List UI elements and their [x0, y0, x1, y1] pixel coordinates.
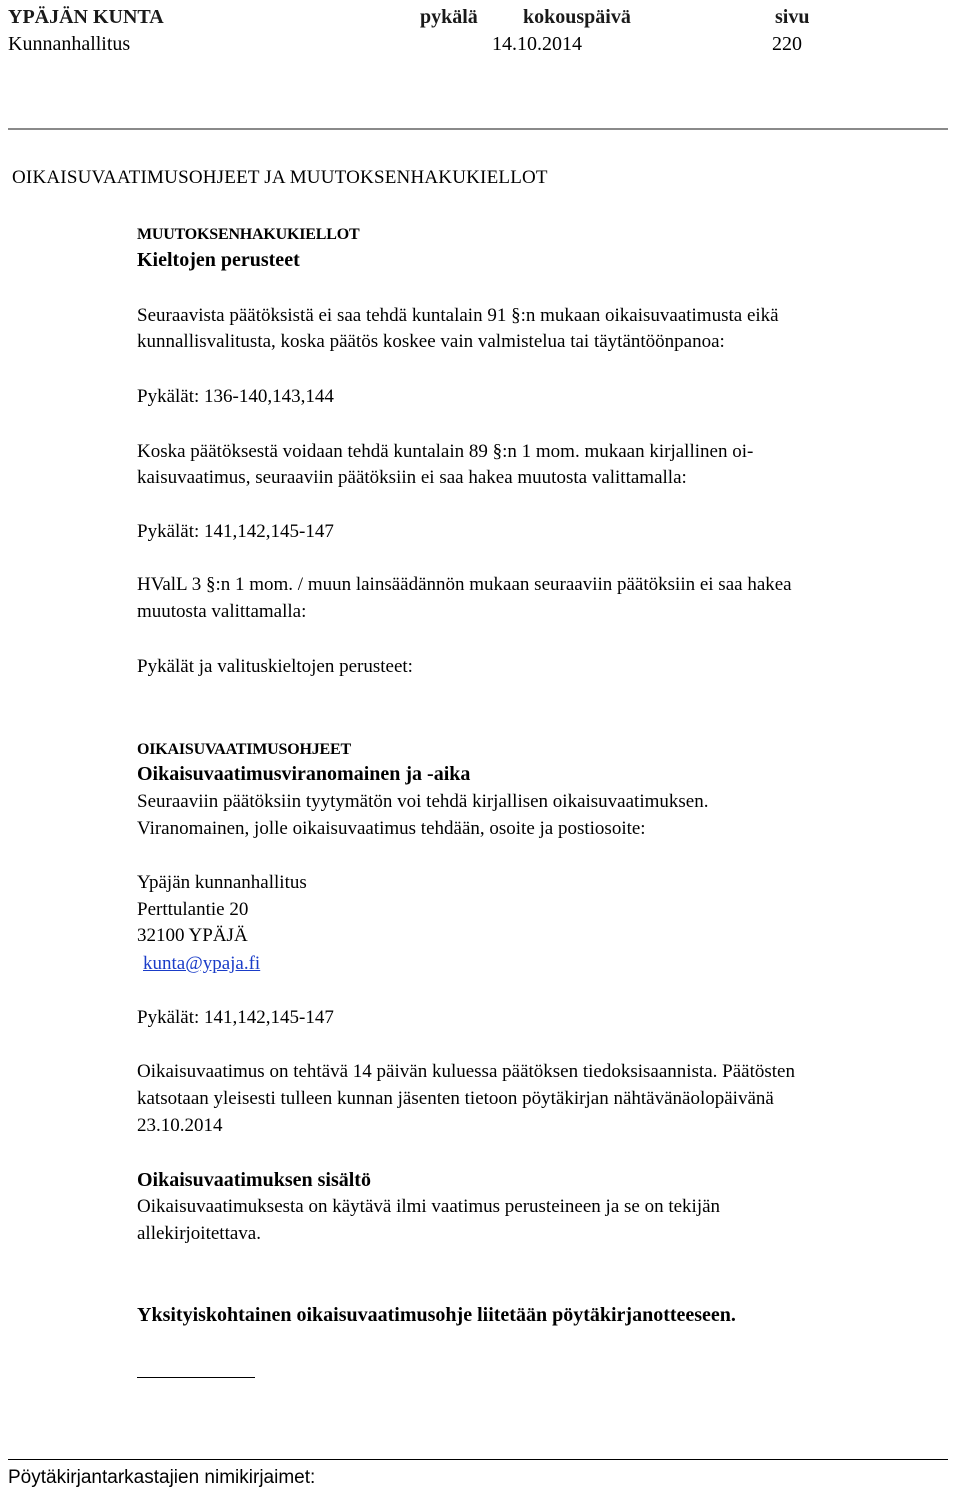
body-name: Kunnanhallitus: [8, 33, 131, 55]
address-name: Ypäjän kunnanhallitus: [137, 872, 307, 893]
publication-date: 23.10.2014: [137, 1115, 223, 1136]
document-title: OIKAISUVAATIMUSOHJEET JA MUUTOKSENHAKUKIELLOT: [12, 167, 548, 188]
deadline-line2: katsotaan yleisesti tulleen kunnan jäsenten tietoon pöytäkirjan nähtävänäolopäivänä: [137, 1088, 774, 1109]
deadline-line1: Oikaisuvaatimus on tehtävä 14 päivän kuluessa päätöksen tiedoksisaannista. Päätösten: [137, 1061, 795, 1082]
instructions-subheading: Oikaisuvaatimusviranomainen ja -aika: [137, 763, 471, 785]
header-divider: [8, 128, 948, 130]
column-label-section: pykälä: [420, 6, 478, 28]
meeting-date: 14.10.2014: [492, 33, 582, 55]
attachment-note: Yksityiskohtainen oikaisuvaatimusohje liitetään pöytäkirjanotteeseen.: [137, 1304, 736, 1326]
page-number: 220: [772, 33, 802, 55]
content-line2: allekirjoitettava.: [137, 1223, 261, 1244]
address-postal: 32100 YPÄJÄ: [137, 925, 248, 946]
restrictions-subheading: Kieltojen perusteet: [137, 249, 300, 271]
signature-line: [137, 1377, 255, 1378]
email-link[interactable]: kunta@ypaja.fi: [143, 953, 261, 974]
address-street: Perttulantie 20: [137, 899, 249, 920]
initials-label: Pöytäkirjantarkastajien nimikirjaimet:: [8, 1467, 316, 1488]
column-label-date: kokouspäivä: [523, 6, 631, 28]
instructions-heading: OIKAISUVAATIMUSOHJEET: [137, 741, 351, 758]
municipality-name: YPÄJÄN KUNTA: [8, 6, 164, 28]
restrictions-para2-line2: kaisuvaatimus, seuraaviin päätöksiin ei saa hakea muutosta valittamalla:: [137, 467, 687, 488]
restrictions-para3-line2: muutosta valittamalla:: [137, 601, 307, 622]
restrictions-para3-line1: HValL 3 §:n 1 mom. / muun lainsäädännön mukaan seuraaviin päätöksiin ei saa hakea: [137, 574, 792, 595]
restrictions-para1-line1: Seuraavista päätöksistä ei saa tehdä kuntalain 91 §:n mukaan oikaisuvaatimusta eikä: [137, 305, 779, 326]
restrictions-heading: MUUTOKSENHAKUKIELLOT: [137, 226, 360, 243]
restrictions-sections2: Pykälät: 141,142,145-147: [137, 521, 334, 542]
content-heading: Oikaisuvaatimuksen sisältö: [137, 1169, 371, 1191]
restrictions-para1-line2: kunnallisvalitusta, koska päätös koskee vain valmistelua tai täytäntöönpanoa:: [137, 331, 725, 352]
content-line1: Oikaisuvaatimuksesta on käytävä ilmi vaatimus perusteineen ja se on tekijän: [137, 1196, 721, 1217]
restrictions-sections3: Pykälät ja valituskieltojen perusteet:: [137, 656, 413, 677]
instructions-sections: Pykälät: 141,142,145-147: [137, 1007, 334, 1028]
instructions-line2: Viranomainen, jolle oikaisuvaatimus tehdään, osoite ja postiosoite:: [137, 818, 646, 839]
footer-divider: [8, 1459, 948, 1460]
restrictions-para2-line1: Koska päätöksestä voidaan tehdä kuntalain 89 §:n 1 mom. mukaan kirjallinen oi-: [137, 441, 754, 462]
column-label-page: sivu: [775, 6, 810, 28]
restrictions-sections1: Pykälät: 136-140,143,144: [137, 386, 334, 407]
instructions-line1: Seuraaviin päätöksiin tyytymätön voi tehdä kirjallisen oikaisuvaatimuksen.: [137, 791, 709, 812]
